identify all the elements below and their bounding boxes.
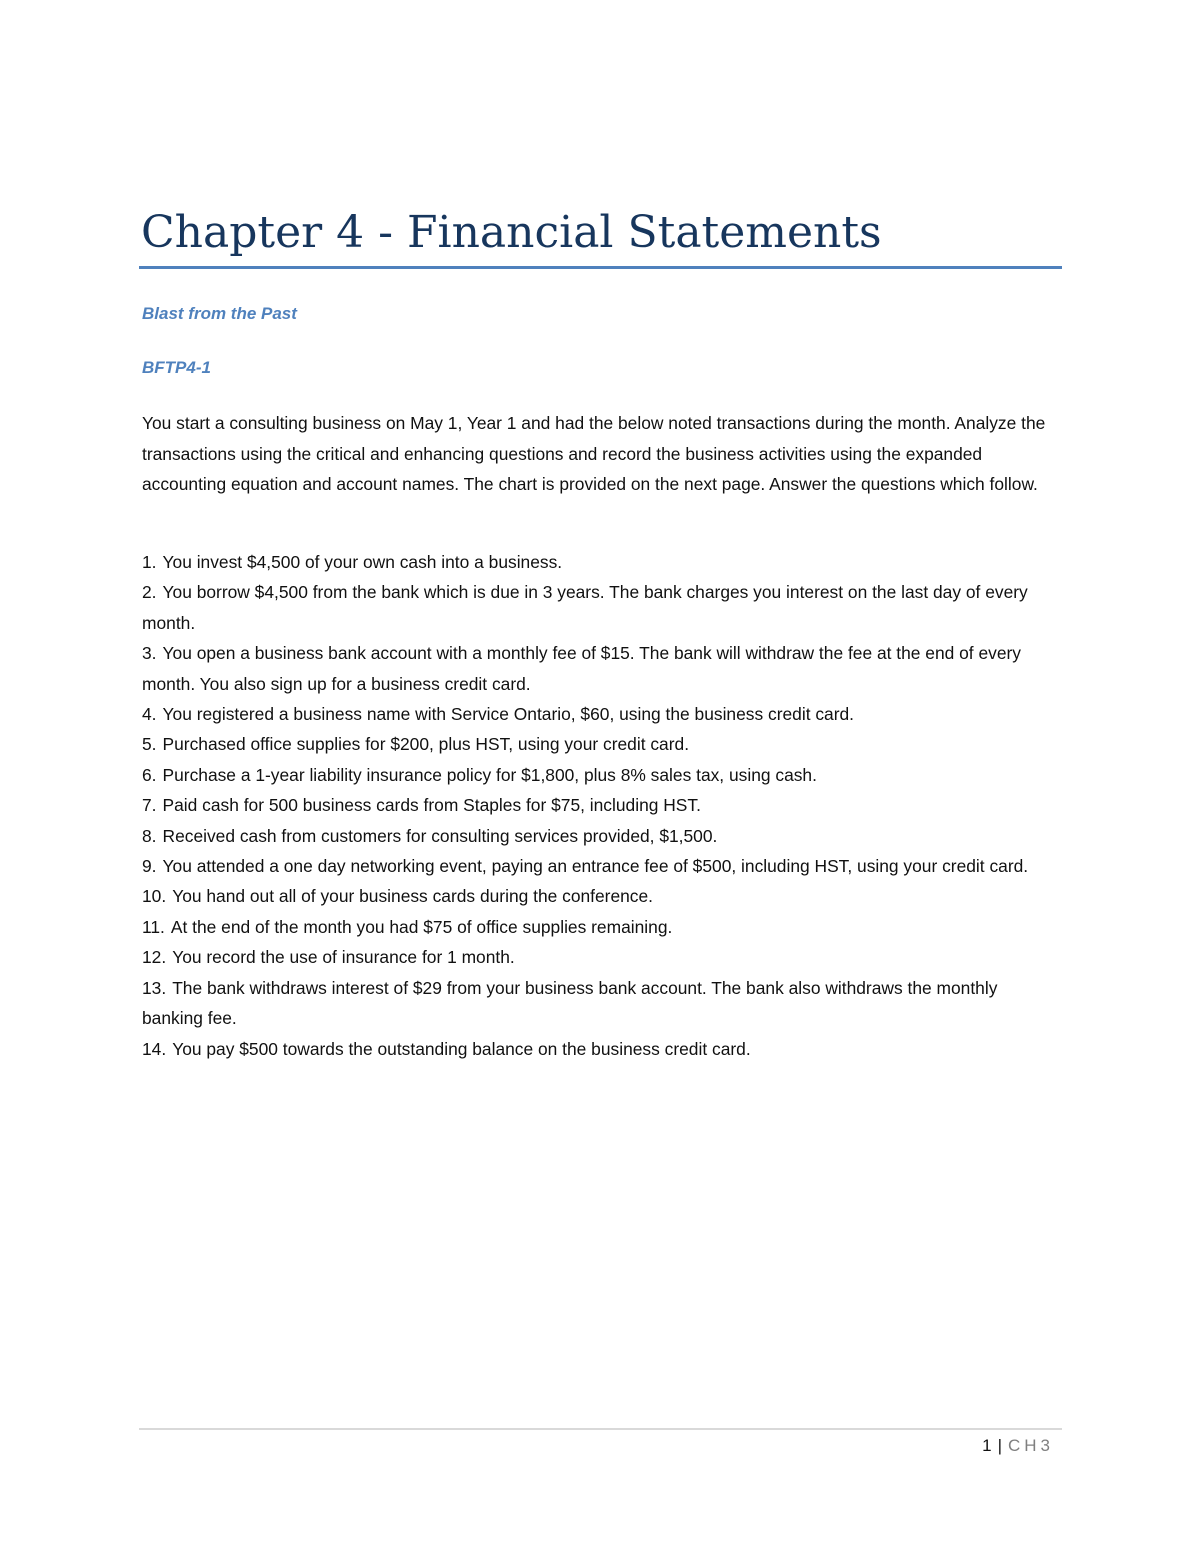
item-text: At the end of the month you had $75 of office supplies remaining. xyxy=(170,916,673,937)
list-item xyxy=(142,638,1054,699)
item-text: Purchased office supplies for $200, plus HST, using your credit card. xyxy=(162,734,690,755)
item-text: Received cash from customers for consulting services provided, $1,500. xyxy=(162,825,718,846)
list-item xyxy=(142,577,1054,638)
footer-separator: | xyxy=(997,1436,1002,1455)
item-number: 12. xyxy=(142,947,167,968)
item-number: 3. xyxy=(142,643,157,664)
item-text: You registered a business name with Service Ontario, $60, using the business credit card. xyxy=(162,704,855,725)
item-text: You record the use of insurance for 1 month. xyxy=(172,947,515,968)
item-number: 7. xyxy=(142,795,157,816)
item-text: You open a business bank account with a monthly fee of $15. The bank will withdraw the fee at the end of every month. You also sign up for a business credit card. xyxy=(142,643,1021,694)
item-text: Purchase a 1-year liability insurance policy for $1,800, plus 8% sales tax, using cash. xyxy=(162,764,817,785)
chapter-label: CH3 xyxy=(1007,1436,1054,1455)
list-item xyxy=(142,942,1054,972)
list-item xyxy=(142,821,1054,851)
footer-divider xyxy=(139,1428,1062,1430)
item-number: 1. xyxy=(142,552,157,572)
list-item xyxy=(142,760,1054,790)
item-number: 6. xyxy=(142,764,157,785)
list-item xyxy=(142,973,1054,1034)
item-number: 8. xyxy=(142,825,157,846)
item-number: 13. xyxy=(142,977,167,998)
item-text: You borrow $4,500 from the bank which is due in 3 years. The bank charges you interest on the last day of every month. xyxy=(142,582,1028,633)
item-number: 10. xyxy=(142,886,167,907)
item-text: You pay $500 towards the outstanding balance on the business credit card. xyxy=(172,1038,751,1059)
item-number: 11. xyxy=(142,916,165,937)
item-number: 14. xyxy=(142,1038,167,1059)
list-item xyxy=(142,881,1054,911)
list-item xyxy=(142,851,1054,881)
item-text: You hand out all of your business cards during the conference. xyxy=(172,886,654,907)
list-item xyxy=(142,790,1054,820)
intro-paragraph: You start a consulting business on May 1, Year 1 and had the below noted transactions during the month. Analyze the transactions using the critical and enhancing questions and record the business activities using the expanded accounting equation and account names. The chart is provided on the next page. Answer the questions which follow. xyxy=(142,413,1046,494)
section-heading: Blast from the Past xyxy=(142,304,297,323)
problem-code: BFTP4-1 xyxy=(142,358,211,377)
item-text: The bank withdraws interest of $29 from your business bank account. The bank also withdraws the monthly banking fee. xyxy=(142,977,998,1029)
item-number: 2. xyxy=(142,582,157,603)
item-number: 4. xyxy=(142,704,157,725)
item-number: 9. xyxy=(142,856,157,877)
list-item xyxy=(142,912,1054,942)
item-number: 5. xyxy=(142,734,157,755)
list-item xyxy=(142,1034,1054,1064)
list-item xyxy=(142,699,1054,729)
list-item xyxy=(142,547,1054,577)
list-item xyxy=(142,729,1054,759)
page-footer xyxy=(982,1434,1054,1458)
item-text: You attended a one day networking event, paying an entrance fee of $500, including HST, using your credit card. xyxy=(162,856,1029,877)
title-underline xyxy=(139,266,1062,269)
item-text: You invest $4,500 of your own cash into a business. xyxy=(162,552,563,572)
page-number: 1 xyxy=(982,1436,992,1455)
transaction-list xyxy=(142,547,1054,1064)
page-title: Chapter 4 - Financial Statements xyxy=(141,207,882,258)
item-text: Paid cash for 500 business cards from Staples for $75, including HST. xyxy=(162,795,701,816)
